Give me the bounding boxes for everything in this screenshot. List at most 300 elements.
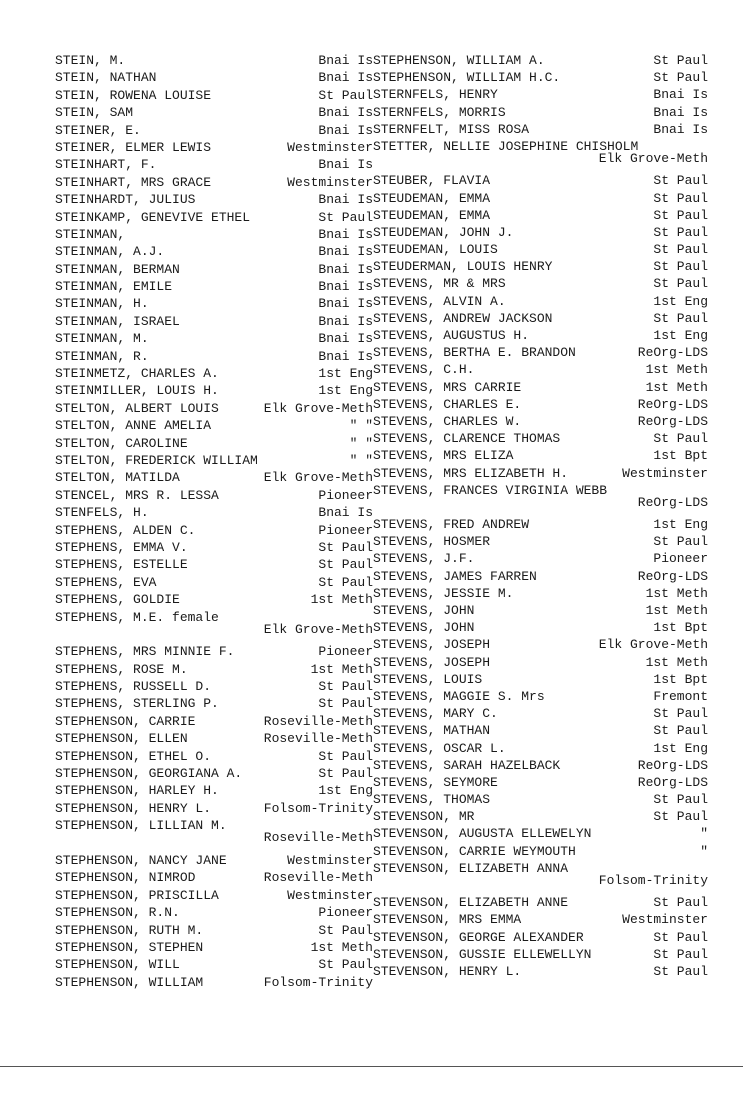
directory-entry: [55, 974, 373, 991]
entry-name: STEINHARDT, JULIUS: [55, 192, 196, 208]
entry-church: Folsom-Trinity: [263, 800, 373, 816]
directory-entry: [373, 86, 708, 103]
entry-church: 1st Meth: [310, 661, 373, 677]
entry-church: Elk Grove-Meth: [263, 470, 373, 486]
entry-name: STENFELS, H.: [55, 505, 149, 521]
entry-church: Westminster: [287, 174, 373, 190]
entry-name: STEPHENSON, WILL: [55, 957, 180, 973]
entry-church: Roseville-Meth: [263, 830, 373, 846]
entry-church: 1st Meth: [645, 603, 708, 619]
directory-entry: [373, 121, 708, 138]
entry-name: STEPHENS, ROSE M.: [55, 661, 188, 677]
directory-entry: [55, 243, 373, 260]
entry-name: STEVENS, MAGGIE S. Mrs: [373, 688, 545, 704]
directory-entry: [55, 678, 373, 695]
entry-church: ReOrg-LDS: [637, 774, 708, 790]
entry-church: 1st Eng: [653, 328, 708, 344]
entry-church: St Paul: [318, 87, 373, 103]
entry-church: St Paul: [653, 431, 708, 447]
entry-church: St Paul: [318, 539, 373, 555]
directory-entry: [373, 482, 708, 516]
directory-entry: [373, 344, 708, 361]
directory-entry: [373, 190, 708, 207]
entry-name: STEVENS, MATHAN: [373, 723, 491, 739]
entry-name: STERNFELS, MORRIS: [373, 104, 506, 120]
entry-church: " ": [349, 418, 373, 434]
directory-entry: [55, 435, 373, 452]
entry-church: St Paul: [318, 957, 373, 973]
entry-church: Bnai Is: [318, 105, 373, 121]
entry-name: STELTON, ALBERT LOUIS: [55, 400, 219, 416]
directory-entry: [55, 261, 373, 278]
directory-entry: [373, 946, 708, 963]
directory-entry: [373, 310, 708, 327]
directory-entry: [55, 695, 373, 712]
entry-church: St Paul: [318, 679, 373, 695]
entry-name: STEPHENSON, WILLIAM H.C.: [373, 70, 561, 86]
directory-entry: [373, 808, 708, 825]
entry-church: St Paul: [653, 53, 708, 68]
entry-name: STEPHENSON, HARLEY H.: [55, 783, 219, 799]
entry-church: St Paul: [653, 242, 708, 258]
entry-name: STEVENS, JOHN: [373, 620, 475, 636]
entry-name: STEINMAN, A.J.: [55, 244, 165, 260]
directory-entry: [373, 327, 708, 344]
entry-name: STELTON, ANNE AMELIA: [55, 418, 212, 434]
directory-entry: [373, 825, 708, 842]
directory-entry: [55, 713, 373, 730]
entry-name: STEPHENS, GOLDIE: [55, 592, 180, 608]
directory-entry: [373, 258, 708, 275]
entry-church: Pioneer: [318, 905, 373, 921]
entry-church: Bnai Is: [318, 122, 373, 138]
entry-name: STEPHENS, EVA: [55, 574, 157, 590]
directory-entry: [55, 382, 373, 399]
entry-church: 1st Meth: [310, 592, 373, 608]
directory-entry: [373, 413, 708, 430]
entry-name: STEVENSON, MR: [373, 809, 475, 825]
entry-church: St Paul: [653, 534, 708, 550]
directory-entry: [55, 504, 373, 521]
entry-name: STEVENS, J.F.: [373, 551, 475, 567]
entry-church: " ": [349, 452, 373, 468]
entry-church: Pioneer: [653, 551, 708, 567]
directory-entry: [373, 894, 708, 911]
directory-entry: [55, 609, 373, 644]
entry-church: St Paul: [653, 792, 708, 808]
entry-church: Bnai Is: [318, 313, 373, 329]
entry-church: ReOrg-LDS: [637, 396, 708, 412]
entry-church: 1st Meth: [310, 939, 373, 955]
entry-church: Bnai Is: [318, 70, 373, 86]
directory-entry: [55, 869, 373, 886]
entry-name: STEINMAN, BERMAN: [55, 261, 180, 277]
directory-entry: [55, 817, 373, 852]
entry-name: STEINMETZ, CHARLES A.: [55, 366, 219, 382]
entry-church: Elk Grove-Meth: [263, 400, 373, 416]
entry-name: STEUDEMAN, EMMA: [373, 190, 491, 206]
directory-entry: [55, 313, 373, 330]
entry-church: St Paul: [653, 207, 708, 223]
entry-church: St Paul: [653, 259, 708, 275]
directory-entry: [373, 740, 708, 757]
entry-name: STEVENS, MARY C.: [373, 706, 498, 722]
entry-name: STEPHENSON, CARRIE: [55, 713, 196, 729]
entry-name: STEVENS, AUGUSTUS H.: [373, 328, 530, 344]
entry-church: Bnai Is: [318, 279, 373, 295]
directory-entry: [373, 671, 708, 688]
entry-church: Bnai Is: [318, 348, 373, 364]
entry-church: Bnai Is: [318, 261, 373, 277]
entry-church: 1st Meth: [645, 585, 708, 601]
entry-name: STEVENS, CHARLES E.: [373, 396, 522, 412]
entry-name: STEVENSON, GEORGE ALEXANDER: [373, 929, 584, 945]
directory-entry: [55, 209, 373, 226]
directory-entry: [373, 860, 708, 894]
entry-church: Elk Grove-Meth: [598, 637, 708, 653]
directory-entry: [373, 722, 708, 739]
entry-name: STEPHENSON, HENRY L.: [55, 800, 212, 816]
entry-name: STEPHENS, MRS MINNIE F.: [55, 644, 235, 660]
directory-entry: [373, 568, 708, 585]
directory-entry: [373, 275, 708, 292]
directory-entry: [55, 939, 373, 956]
directory-entry: [55, 452, 373, 469]
entry-name: STEIN, ROWENA LOUISE: [55, 87, 212, 103]
entry-name: STEPHENS, ESTELLE: [55, 557, 188, 573]
directory-entry: [55, 330, 373, 347]
entry-name: STEVENS, FRED ANDREW: [373, 517, 530, 533]
entry-name: STEINHART, F.: [55, 157, 157, 173]
entry-name: STEVENS, MRS ELIZA: [373, 448, 514, 464]
entry-name: STEVENSON, CARRIE WEYMOUTH: [373, 843, 576, 859]
entry-name: STEVENS, JESSIE M.: [373, 585, 514, 601]
entry-church: Bnai Is: [318, 244, 373, 260]
entry-name: STEPHENS, M.E. female: [55, 609, 219, 625]
entry-name: STELTON, MATILDA: [55, 470, 180, 486]
entry-name: STEVENSON, HENRY L.: [373, 963, 522, 979]
directory-entry: [373, 791, 708, 808]
entry-name: STEINMAN, ISRAEL: [55, 313, 180, 329]
entry-name: STEPHENSON, WILLIAM A.: [373, 53, 545, 68]
entry-church: Westminster: [287, 139, 373, 155]
entry-name: STEPHENSON, NIMROD: [55, 870, 196, 886]
entry-church: St Paul: [653, 173, 708, 189]
entry-name: STEVENS, MRS ELIZABETH H.: [373, 465, 569, 481]
entry-church: St Paul: [653, 310, 708, 326]
entry-name: STEPHENSON, LILLIAN M.: [55, 818, 227, 834]
entry-name: STEVENS, HOSMER: [373, 534, 491, 550]
entry-name: STEPHENS, STERLING P.: [55, 696, 219, 712]
entry-church: Westminster: [622, 465, 708, 481]
entry-name: STEVENS, ALVIN A.: [373, 293, 506, 309]
directory-entry: [373, 104, 708, 121]
directory-entry: [373, 688, 708, 705]
entry-church: Westminster: [287, 853, 373, 868]
entry-church: 1st Meth: [645, 654, 708, 670]
entry-church: 1st Eng: [653, 517, 708, 533]
directory-entry: [55, 748, 373, 765]
directory-entry: [55, 191, 373, 208]
entry-church: Folsom-Trinity: [263, 974, 373, 990]
entry-name: STEVENS, THOMAS: [373, 792, 491, 808]
entry-church: Bnai Is: [653, 87, 708, 103]
entry-church: 1st Bpt: [653, 671, 708, 687]
entry-name: STELTON, CAROLINE: [55, 435, 188, 451]
directory-entry: [373, 447, 708, 464]
entry-church: St Paul: [318, 922, 373, 938]
directory-entry: [373, 774, 708, 791]
directory-entry: [55, 852, 373, 869]
entry-name: STEPHENSON, NANCY JANE: [55, 853, 227, 868]
entry-name: STERNFELT, MISS ROSA: [373, 121, 530, 137]
entry-church: St Paul: [653, 70, 708, 86]
directory-entry: [373, 963, 708, 980]
entry-church: Bnai Is: [653, 121, 708, 137]
directory-entry: [55, 574, 373, 591]
directory-entry: [373, 207, 708, 224]
entry-church: St Paul: [653, 946, 708, 962]
entry-church: ": [700, 843, 708, 859]
entry-name: STEPHENS, ALDEN C.: [55, 522, 196, 538]
entry-church: Bnai Is: [318, 296, 373, 312]
directory-entry: [55, 139, 373, 156]
entry-name: STEINKAMP, GENEVIVE ETHEL: [55, 209, 251, 225]
entry-name: STEVENS, C.H.: [373, 362, 475, 378]
entry-name: STEUDEMAN, LOUIS: [373, 242, 498, 258]
directory-entry: [55, 782, 373, 799]
entry-name: STEPHENSON, R.N.: [55, 905, 180, 921]
entry-name: STEUDEMAN, EMMA: [373, 207, 491, 223]
entry-church: Bnai Is: [318, 53, 373, 68]
entry-church: Bnai Is: [318, 192, 373, 208]
entry-church: St Paul: [318, 748, 373, 764]
directory-entry: [55, 904, 373, 921]
entry-name: STEPHENS, EMMA V.: [55, 539, 188, 555]
entry-name: STEVENS, SARAH HAZELBACK: [373, 757, 561, 773]
directory-entry: [55, 556, 373, 573]
directory-entry: [373, 361, 708, 378]
directory-entry: [373, 224, 708, 241]
entry-name: STEPHENSON, ELLEN: [55, 731, 188, 747]
directory-entry: [55, 156, 373, 173]
directory-entry: [55, 104, 373, 121]
directory-entry: [373, 430, 708, 447]
directory-entry: [55, 591, 373, 608]
entry-church: Bnai Is: [318, 226, 373, 242]
directory-entry: [55, 922, 373, 939]
entry-church: 1st Eng: [653, 293, 708, 309]
entry-name: STENCEL, MRS R. LESSA: [55, 487, 219, 503]
entry-name: STEVENS, JOHN: [373, 603, 475, 619]
entry-name: STEPHENSON, ETHEL O.: [55, 748, 212, 764]
directory-entry: [373, 293, 708, 310]
entry-church: Bnai Is: [318, 157, 373, 173]
directory-entry: [373, 911, 708, 928]
directory-entry: [55, 226, 373, 243]
directory-entry: [55, 887, 373, 904]
entry-church: St Paul: [318, 574, 373, 590]
entry-church: St Paul: [653, 963, 708, 979]
directory-entry: [373, 654, 708, 671]
entry-name: STERNFELS, HENRY: [373, 87, 498, 103]
entry-church: St Paul: [318, 209, 373, 225]
directory-entry: [55, 643, 373, 660]
entry-church: St Paul: [653, 190, 708, 206]
entry-name: STEVENS, BERTHA E. BRANDON: [373, 345, 576, 361]
entry-church: 1st Eng: [653, 740, 708, 756]
entry-church: ReOrg-LDS: [637, 413, 708, 429]
entry-name: STEVENS, CLARENCE THOMAS: [373, 431, 561, 447]
entry-church: St Paul: [653, 809, 708, 825]
entry-name: STEVENS, JAMES FARREN: [373, 568, 537, 584]
entry-name: STEVENS, MR & MRS: [373, 276, 506, 292]
entry-church: ReOrg-LDS: [637, 494, 708, 510]
directory-entry: [373, 705, 708, 722]
entry-name: STEIN, M.: [55, 53, 126, 68]
entry-church: Bnai Is: [318, 331, 373, 347]
entry-name: STEPHENSON, WILLIAM: [55, 974, 204, 990]
entry-church: 1st Meth: [645, 379, 708, 395]
entry-church: 1st Meth: [645, 362, 708, 378]
entry-name: STEIN, SAM: [55, 105, 134, 121]
directory-entry: [373, 465, 708, 482]
entry-name: STEINMAN, EMILE: [55, 279, 173, 295]
entry-name: STEINMILLER, LOUIS H.: [55, 383, 219, 399]
directory-entry: [373, 379, 708, 396]
directory-entry: [373, 52, 708, 69]
directory-entry: [55, 487, 373, 504]
entry-name: STEINER, E.: [55, 122, 141, 138]
directory-entry: [373, 241, 708, 258]
entry-name: STEVENSON, GUSSIE ELLEWELLYN: [373, 946, 592, 962]
entry-church: St Paul: [318, 557, 373, 573]
entry-name: STEVENS, ANDREW JACKSON: [373, 310, 553, 326]
entry-church: Roseville-Meth: [263, 870, 373, 886]
entry-church: Bnai Is: [318, 505, 373, 521]
entry-church: Pioneer: [318, 522, 373, 538]
entry-name: STEVENS, SEYMORE: [373, 774, 498, 790]
entry-name: STEVENS, MRS CARRIE: [373, 379, 522, 395]
directory-entry: [373, 843, 708, 860]
entry-name: STEVENSON, ELIZABETH ANNE: [373, 895, 569, 911]
directory-entry: [55, 52, 373, 69]
entry-church: Fremont: [653, 688, 708, 704]
entry-name: STEUDERMAN, LOUIS HENRY: [373, 259, 553, 275]
entry-name: STEVENSON, AUGUSTA ELLEWELYN: [373, 826, 592, 842]
entry-church: Bnai Is: [653, 104, 708, 120]
entry-church: St Paul: [653, 706, 708, 722]
directory-entry: [55, 400, 373, 417]
directory-entry: [373, 929, 708, 946]
entry-name: STEPHENSON, GEORGIANA A.: [55, 766, 243, 782]
entry-church: St Paul: [318, 696, 373, 712]
directory-entry: [55, 661, 373, 678]
directory-entry: [55, 122, 373, 139]
entry-church: 1st Eng: [318, 783, 373, 799]
entry-church: Folsom-Trinity: [598, 872, 708, 888]
entry-church: 1st Bpt: [653, 620, 708, 636]
directory-entry: [55, 417, 373, 434]
entry-name: STEVENSON, ELIZABETH ANNA: [373, 860, 569, 876]
directory-entry: [373, 172, 708, 189]
entry-church: St Paul: [653, 723, 708, 739]
entry-church: St Paul: [653, 276, 708, 292]
directory-entry: [373, 550, 708, 567]
entry-church: 1st Eng: [318, 366, 373, 382]
entry-name: STEVENS, FRANCES VIRGINIA WEBB: [373, 482, 608, 498]
directory-entry: [55, 87, 373, 104]
entry-church: St Paul: [653, 895, 708, 911]
entry-church: ReOrg-LDS: [637, 757, 708, 773]
directory-entry: [373, 757, 708, 774]
entry-name: STEINHART, MRS GRACE: [55, 174, 212, 190]
entry-name: STEINMAN, R.: [55, 348, 149, 364]
entry-name: STEVENS, CHARLES W.: [373, 413, 522, 429]
left-column: [55, 52, 373, 991]
entry-church: 1st Eng: [318, 383, 373, 399]
directory-entry: [55, 522, 373, 539]
directory-entry: [373, 619, 708, 636]
entry-church: St Paul: [653, 224, 708, 240]
directory-entry: [373, 138, 708, 172]
entry-church: Elk Grove-Meth: [598, 150, 708, 166]
entry-name: STEVENS, JOSEPH: [373, 654, 491, 670]
directory-entry: [55, 348, 373, 365]
entry-church: Westminster: [622, 912, 708, 928]
entry-name: STEVENS, OSCAR L.: [373, 740, 506, 756]
entry-name: STEPHENSON, PRISCILLA: [55, 887, 219, 903]
entry-name: STELTON, FREDERICK WILLIAM: [55, 452, 258, 468]
directory-entry: [55, 469, 373, 486]
entry-name: STETTER, NELLIE JOSEPHINE CHISHOLM: [373, 138, 639, 154]
entry-church: Roseville-Meth: [263, 731, 373, 747]
directory-entry: [373, 396, 708, 413]
directory-entry: [373, 516, 708, 533]
entry-name: STEPHENSON, RUTH M.: [55, 922, 204, 938]
entry-church: St Paul: [318, 766, 373, 782]
entry-church: St Paul: [653, 929, 708, 945]
entry-name: STEINMAN,: [55, 226, 126, 242]
entry-name: STEINMAN, M.: [55, 331, 149, 347]
directory-entry: [55, 69, 373, 86]
entry-church: ReOrg-LDS: [637, 568, 708, 584]
entry-church: ": [700, 826, 708, 842]
entry-name: STEVENS, LOUIS: [373, 671, 483, 687]
entry-church: Pioneer: [318, 487, 373, 503]
directory-entry: [55, 278, 373, 295]
bottom-rule: [0, 1066, 743, 1067]
directory-entry: [373, 69, 708, 86]
directory-entry: [55, 956, 373, 973]
entry-church: 1st Bpt: [653, 448, 708, 464]
directory-entry: [55, 800, 373, 817]
directory-entry: [373, 636, 708, 653]
directory-entry: [55, 539, 373, 556]
directory-entry: [373, 585, 708, 602]
right-column: [373, 52, 708, 980]
directory-entry: [55, 295, 373, 312]
entry-church: Pioneer: [318, 644, 373, 660]
entry-name: STEPHENS, RUSSELL D.: [55, 679, 212, 695]
entry-church: Westminster: [287, 887, 373, 903]
directory-entry: [55, 365, 373, 382]
entry-name: STEUBER, FLAVIA: [373, 173, 491, 189]
directory-entry: [373, 602, 708, 619]
entry-church: " ": [349, 435, 373, 451]
directory-entry: [55, 765, 373, 782]
entry-name: STEIN, NATHAN: [55, 70, 157, 86]
